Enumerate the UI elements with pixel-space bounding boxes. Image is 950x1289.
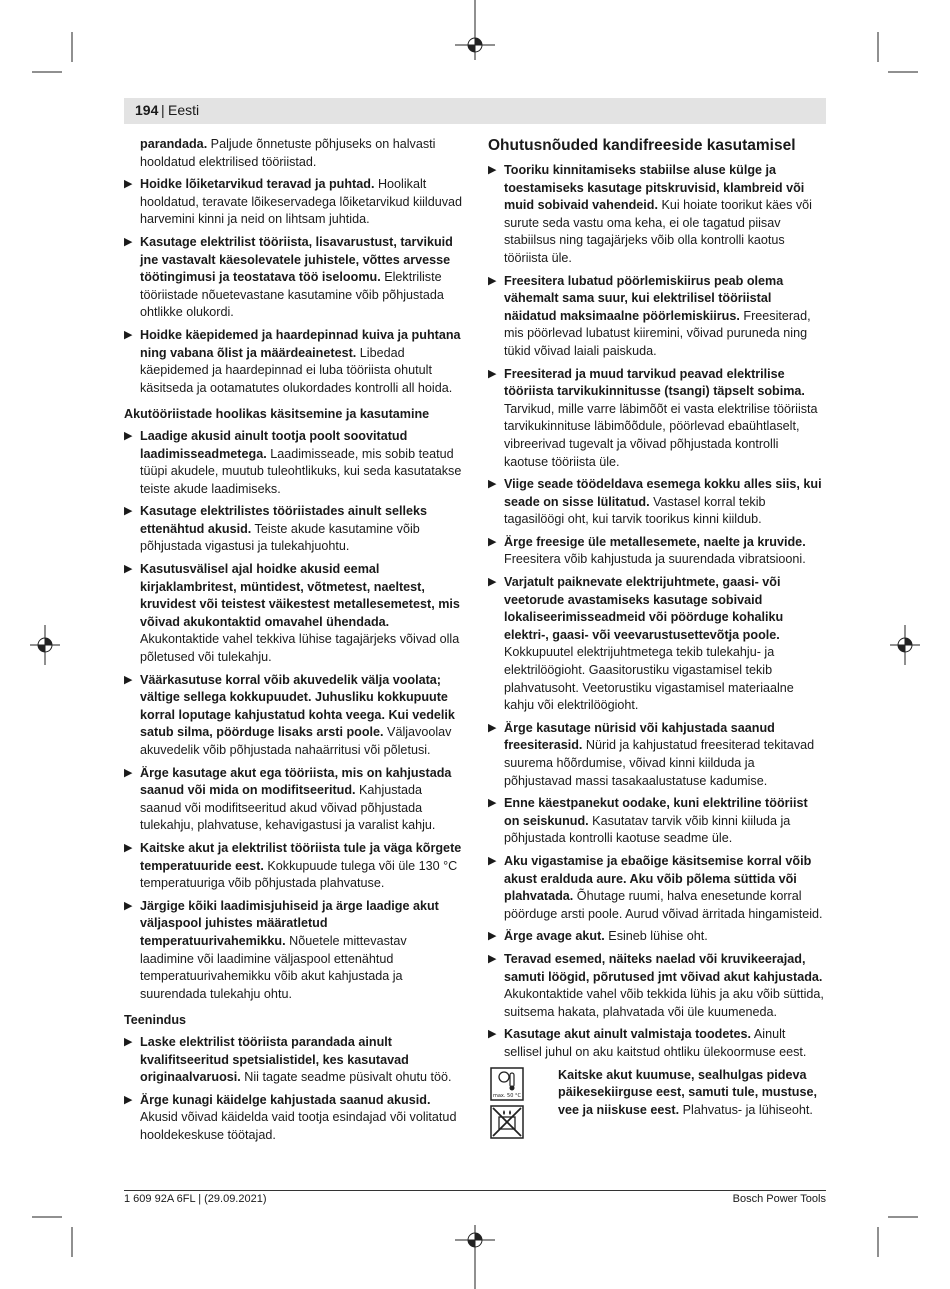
max-temperature-icon [490, 1067, 524, 1101]
list-item: ▶ Tooriku kinnitamiseks stabiilse aluse külge ja toestamiseks kasutage pitskruvisid, klambreid või muid sobivaid vahendeid. Kui hoiate toorikut käes või surute seda vastu oma keha, ei ole tagatud piisav stabiilsus ning tagajärjeks võib olla kontrolli kaotus tööriista üle. [488, 163, 812, 265]
list-item: ▶ Laadige akusid ainult tootja poolt soovitatud laadimisseadmetega. Laadimisseade, mis sobib teatud tüüpi akudele, muutub tuleohtlikuks, kui seda kasutatakse teiste akude laadimiseks. [124, 428, 462, 496]
bullet-arrow-icon: ▶ [488, 721, 497, 734]
header-separator: | [161, 102, 165, 118]
list-item: ▶ Freesitera lubatud pöörlemiskiirus peab olema vähemalt sama suur, kui elektrilisel tööriistal näidatud maksimaalne pöörlemiskiirus. Freesiterad, mis pöörlevad lubatust kiiremini, võivad puruneda ning tükid võivad laiali paiskuda. [488, 273, 811, 358]
list-item: ▶ Varjatult paiknevate elektrijuhtmete, gaasi- või veetorude avastamiseks kasutage sobivaid lokaliseerimisseadmeid või pöörduge kohaliku elektri-, gaasi- või veevarustusettevõtja poole. Kokkupuutel elektrijuhtmetega tekib tulekahju- ja elektrilöögioht. Gaasitorustiku vigastamisel tekib plahvatusoht. Veetorustiku vigastamisel materiaalne kahju või elektrilöögioht. [488, 575, 794, 713]
bullet-arrow-icon: ▶ [488, 478, 497, 491]
list-item: ▶ Väärkasutuse korral võib akuvedelik välja voolata; vältige sellega kokkupuudet. Juhusliku kokkupuute korral loputage kahjustatud kohta veega. Kui vedelik satub silma, pöörduge lisaks arsti poole. Väljavoolav akuvedelik võib põhjustada nahaärritusi või põletusi. [124, 672, 455, 757]
list-item: ▶ Kaitske akut ja elektrilist tööriista tule ja väga kõrgete temperatuuride eest. Kokkupuude tulega või üle 130 °C temperatuuriga võib põhjustada plahvatuse. [124, 840, 462, 891]
bullet-arrow-icon: ▶ [124, 328, 133, 341]
header-bar [124, 98, 826, 124]
list-item: ▶ Ärge avage akut. Esineb lühise oht. [488, 928, 826, 946]
bullet-arrow-icon: ▶ [488, 576, 497, 589]
list-item: ▶ Hoidke lõiketarvikud teravad ja puhtad. Hoolikalt hooldatud, teravate lõikeservadega lõiketarvikud kiilduvad harvemini kinni ja neid on lihtsam juhtida. [124, 177, 463, 227]
bullet-arrow-icon: ▶ [488, 274, 497, 287]
list-item: ▶ Aku vigastamise ja ebaõige käsitsemise korral võib akust eralduda aure. Aku võib põlema süttida või plahvatada. Õhutage ruumi, halva enesetunde korral pöörduge arsti poole. Aurud võivad ärritada hingamisteid. [488, 853, 823, 921]
list-item: ▶ Ärge freesige üle metallesemete, naelte ja kruvide. Freesitera võib kahjustuda ja suurendada vibratsiooni. [488, 534, 806, 567]
right-column [488, 136, 826, 1119]
bullet-arrow-icon: ▶ [124, 178, 133, 191]
bullet-arrow-icon: ▶ [124, 899, 133, 912]
list-item: ▶ Kasutage akut ainult valmistaja toodetes. Ainult sellisel juhul on aku kaitstud ohtliku ülekoormuse eest. [488, 1027, 807, 1059]
section-title: Ohutusnõuded kandifreeside kasutamisel [488, 137, 796, 154]
list-item: ▶ Freesiterad ja muud tarvikud peavad elektrilise tööriista tarvikukinnitusse (tsangi) täpselt sobima. Tarvikud, mille varre läbimõõt ei vasta elektrilise tööriista tarvikukinnituse läbimõõdule, pöörlevad ebaühtlaselt, vibreerivad tugevalt ja võivad põhjustada kontrolli kaotuse tööriista üle. [488, 366, 818, 469]
heat-warning-text: Kaitske akut kuumuse, sealhulgas pideva päikesekiirguse eest, samuti tule, mustuse, vee ja niiskuse eest. Plahvatus- ja lühiseoht. [558, 1067, 817, 1117]
list-item: ▶ Enne käestpanekut oodake, kuni elektriline tööriist on seiskunud. Kasutatav tarvik võib kinni kiiluda ja põhjustada kontrolli kaotuse seadme üle. [488, 796, 808, 846]
bullet-arrow-icon: ▶ [124, 429, 133, 442]
left-column [124, 136, 464, 1149]
page-number: 194 [135, 102, 159, 118]
bullet-arrow-icon: ▶ [488, 797, 497, 810]
list-item: ▶ Laske elektrilist tööriista parandada ainult kvalifitseeritud spetsialistidel, kes kasutavad originaalvaruosi. Nii tagate seadme püsivalt ohutu töö. [124, 1034, 452, 1085]
bullet-arrow-icon: ▶ [488, 952, 497, 965]
intro-paragraph: parandada. Paljude õnnetuste põhjuseks on halvasti hooldatud elektrilised tööriistad. [140, 137, 436, 169]
section-subheading: Teenindus [124, 1013, 187, 1028]
header-language: Eesti [168, 102, 200, 118]
list-item: ▶ Hoidke käepidemed ja haardepinnad kuiva ja puhtana ning vabana õlist ja määrdeainetest. Libedad käepidemed ja haardepinnad ei luba tööriista ohutult käsitseda ja ootamatutes olukordades kontrolli all hoida. [124, 327, 461, 395]
list-item: ▶ Ärge kasutage akut ega tööriista, mis on kahjustada saanud või mida on modifitseeritud. Kahjustada saanud või modifitseeritud akud võivad põhjustada tulekahju, plahvatuse, kehavigastusi ja varalist kahju. [124, 765, 452, 833]
no-water-icon [490, 1105, 524, 1139]
bullet-arrow-icon: ▶ [488, 367, 497, 380]
bullet-arrow-icon: ▶ [488, 1028, 497, 1041]
list-item: ▶ Kasutusvälisel ajal hoidke akusid eemal kirjaklambritest, müntidest, võtmetest, naeltest, kruvidest või teistest väikestest metallesemetest, mis võivad akukontaktid omavahel ühendada. Akukontaktide vahel tekkiva lühise tagajärjeks võivad olla põletused või tulekahju. [124, 562, 460, 665]
section-subheading: Akutööriistade hoolikas käsitsemine ja kasutamine [124, 407, 430, 422]
list-item: ▶ Kasutage elektrilist tööriista, lisavarustust, tarvikuid jne vastavalt käesolevatele juhistele, võttes arvesse töötingimusi ja teostatava töö iseloomu. Elektriliste tööriistade nõuetevastane kasutamine võib põhjustada ohtlikke olukordi. [124, 234, 453, 320]
footer-brand: Bosch Power Tools [732, 1193, 826, 1205]
bullet-arrow-icon: ▶ [124, 841, 133, 854]
bullet-arrow-icon: ▶ [124, 1035, 133, 1048]
bullet-arrow-icon: ▶ [488, 535, 497, 548]
list-item: ▶ Ärge kunagi käidelge kahjustada saanud akusid. Akusid võivad käidelda vaid tootja esindajad või volitatud hooldekeskuse töötajad. [124, 1092, 457, 1142]
max-temperature-label: max. 50 °C [492, 1092, 522, 1099]
bullet-arrow-icon: ▶ [488, 854, 497, 867]
bullet-arrow-icon: ▶ [124, 563, 133, 576]
bullet-arrow-icon: ▶ [488, 930, 497, 943]
bullet-arrow-icon: ▶ [124, 505, 133, 518]
list-item: ▶ Järgige kõiki laadimisjuhiseid ja ärge laadige akut väljaspool juhistes määratletud temperatuurivahemikku. Nõuetele mittevastav laadimine või laadimine väljaspool ettenähtud temperatuurivahemikku võib akut kahjustada ja suurendada tulekahju ohtu. [124, 898, 439, 1001]
list-item: ▶ Kasutage elektrilistes tööriistades ainult selleks ettenähtud akusid. Teiste akude kasutamine võib põhjustada vigastusi ja tulekahjuohtu. [124, 504, 427, 554]
heat-warning-block [488, 1067, 826, 1120]
bullet-arrow-icon: ▶ [124, 235, 133, 248]
list-item: ▶ Ärge kasutage nürisid või kahjustada saanud freesiterasid. Nürid ja kahjustatud freesiterad tekitavad suurema hõõrdumise, võivad kinni kiilduda ja põhjustavad massi tasakaalustatuse kadumise. [488, 720, 815, 788]
list-item: ▶ Viige seade töödeldava esemega kokku alles siis, kui seade on sisse lülitatud. Vastasel korral tekib tagasilöögi oht, kui tarvik toorikus kinni kiildub. [488, 477, 822, 527]
bullet-arrow-icon: ▶ [124, 673, 133, 686]
bullet-arrow-icon: ▶ [488, 164, 497, 176]
list-item: ▶ Teravad esemed, näiteks naelad või kruvikeerajad, samuti löögid, põrutused jmt võivad akut kahjustada. Akukontaktide vahel võib tekkida lühis ja aku võib süttida, suitsema hakata, plahvatada või üle kuumeneda. [488, 951, 824, 1019]
footer-document-id: 1 609 92A 6FL | (29.09.2021) [124, 1193, 267, 1205]
footer-rule [124, 1190, 826, 1191]
bullet-arrow-icon: ▶ [124, 1093, 133, 1106]
bullet-arrow-icon: ▶ [124, 766, 133, 779]
